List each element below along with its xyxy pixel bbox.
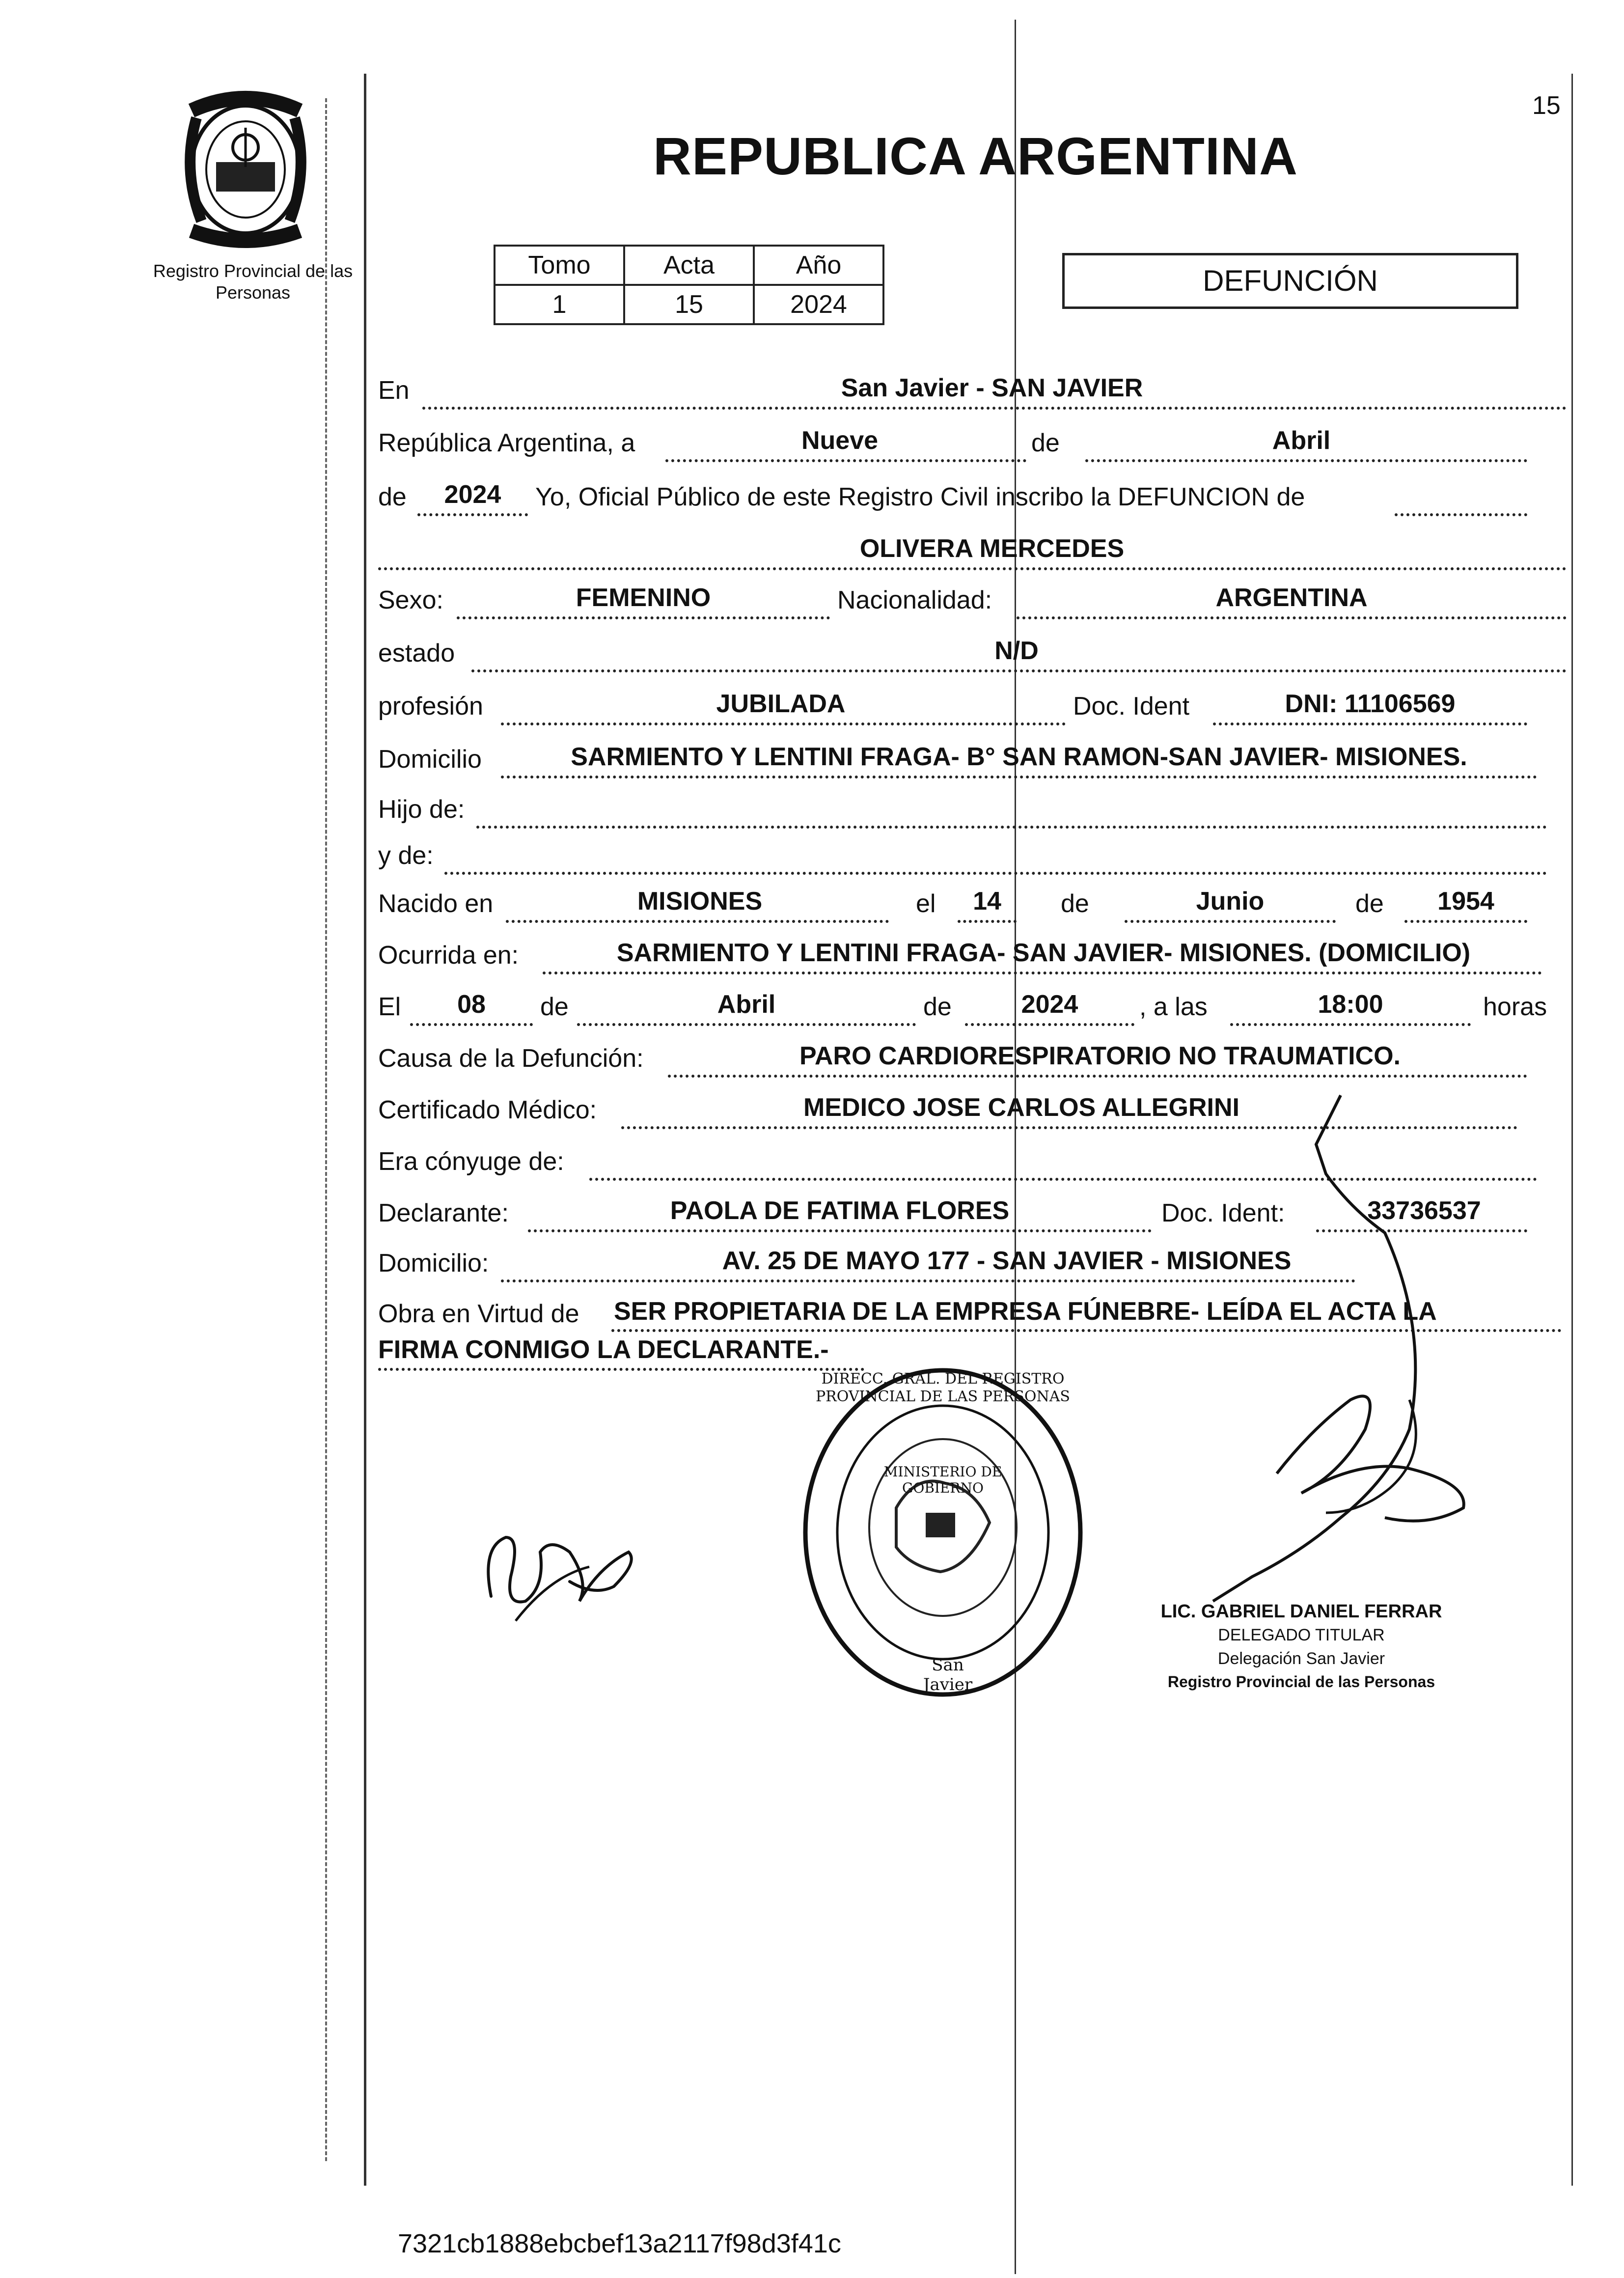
label-obra: Obra en Virtud de [378,1300,579,1328]
label-conyuge: Era cónyuge de: [378,1147,564,1176]
label-en: En [378,376,410,405]
label-de-1: de [1031,429,1060,457]
label-el: el [916,889,936,918]
line-nac-mes [1125,920,1336,923]
table-value-anio: 2024 [754,285,883,324]
seal-outer-text: DIRECC. GRAL. DEL REGISTRO PROVINCIAL DE LAS PERSONAS [816,1370,1070,1405]
value-estado: N/D [994,637,1039,665]
line-y-de [444,872,1547,875]
line-doc-ident [1213,722,1527,725]
label-horas: horas [1483,993,1547,1021]
table-header-acta: Acta [624,246,754,285]
line-def-anio [965,1023,1134,1026]
value-def-anio: 2024 [1021,990,1078,1019]
left-dash-line [325,98,327,2161]
registry-name: Registro Provincial de las Personas [153,261,353,303]
line-declarante [528,1229,1152,1232]
line-domicilio [501,776,1537,778]
label-ocurrida-en: Ocurrida en: [378,941,519,970]
page-title: REPUBLICA ARGENTINA [653,126,1298,186]
line-estado [471,669,1567,672]
line-ocurrida-en [543,972,1542,974]
value-declarante-doc: 33736537 [1367,1196,1481,1225]
value-nac-dia: 14 [973,887,1001,916]
line-hijo-de [476,826,1547,829]
label-domicilio: Domicilio [378,745,482,774]
line-def-hora [1230,1023,1471,1026]
seal-inner-text: MINISTERIO DE GOBIERNO [883,1464,1002,1496]
label-doc-ident-2: Doc. Ident: [1161,1199,1285,1227]
label-declarante: Declarante: [378,1199,509,1227]
label-de-2: de [378,483,407,511]
value-nacionalidad: ARGENTINA [1215,583,1368,612]
label-de-4: de [1355,889,1384,918]
label-de-5: de [540,993,569,1021]
label-hijo-de: Hijo de: [378,795,465,824]
official-title: DELEGADO TITULAR [1218,1626,1385,1644]
value-profesion: JUBILADA [716,690,846,718]
page-number: 15 [1532,91,1561,120]
value-dia-letras: Nueve [801,426,879,455]
line-en [422,407,1567,410]
seal-center-text: San Javier [923,1655,973,1695]
value-nombre: OLIVERA MERCEDES [859,534,1125,563]
value-ocurrida-en: SARMIENTO Y LENTINI FRAGA- SAN JAVIER- MISIONES. (DOMICILIO) [616,939,1471,967]
line-profesion [501,722,1066,725]
label-profesion: profesión [378,692,483,721]
label-republica: República Argentina, a [378,429,635,457]
table-header-tomo: Tomo [495,246,624,285]
table-value-tomo: 1 [495,285,624,324]
line-nac-anio [1404,920,1527,923]
label-domicilio-2: Domicilio: [378,1249,489,1278]
value-doc-ident: DNI: 11106569 [1285,690,1456,718]
value-sexo: FEMENINO [576,583,711,612]
table-value-acta: 15 [624,285,754,324]
value-lugar: San Javier - SAN JAVIER [841,374,1143,402]
value-anio: 2024 [444,480,501,509]
value-mes: Abril [1272,426,1331,455]
value-certificado: MEDICO JOSE CARLOS ALLEGRINI [803,1093,1239,1122]
declarant-signature [471,1508,648,1626]
line-obra-2 [378,1368,864,1371]
line-def-dia [410,1023,533,1026]
value-nac-mes: Junio [1196,887,1265,916]
round-registry-seal [798,1361,1088,1704]
label-sexo: Sexo: [378,586,443,614]
line-sexo [457,616,830,619]
value-obra-line2: FIRMA CONMIGO LA DECLARANTE.- [378,1335,829,1364]
value-declarante: PAOLA DE FATIMA FLORES [670,1196,1010,1225]
value-causa: PARO CARDIORESPIRATORIO NO TRAUMATICO. [799,1042,1401,1070]
table-header-anio: Año [754,246,883,285]
label-estado: estado [378,639,455,667]
record-number-table [494,245,884,325]
line-mes [1085,459,1527,462]
official-signature [1154,1085,1498,1606]
line-nacido-en [506,920,889,923]
value-nac-anio: 1954 [1437,887,1494,916]
label-de-3: de [1061,889,1089,918]
label-doc-ident: Doc. Ident [1073,692,1190,721]
official-registry: Registro Provincial de las Personas [1167,1673,1435,1691]
line-anio [417,513,528,516]
official-name: LIC. GABRIEL DANIEL FERRAR [1160,1601,1442,1622]
label-oficial: Yo, Oficial Público de este Registro Civil inscribo la DEFUNCION de [535,483,1305,511]
label-el-cap: El [378,993,401,1021]
label-y-de: y de: [378,841,434,870]
right-margin-line [1571,74,1573,2186]
value-def-hora: 18:00 [1318,990,1383,1019]
label-certificado: Certificado Médico: [378,1096,597,1124]
value-domicilio: SARMIENTO Y LENTINI FRAGA- B° SAN RAMON-SAN JAVIER- MISIONES. [571,743,1467,771]
center-fold-line [1015,20,1016,2274]
official-office: Delegación San Javier [1217,1649,1385,1668]
document-hash: 7321cb1888ebcbef13a2117f98d3f41c [398,2229,841,2258]
line-causa [668,1075,1527,1078]
line-oficial-end [1395,513,1527,516]
line-dia [665,459,1026,462]
value-def-dia: 08 [457,990,486,1019]
label-de-6: de [923,993,952,1021]
label-nacido-en: Nacido en [378,889,494,918]
line-def-mes [577,1023,916,1026]
line-nombre [378,567,1567,570]
line-nac-dia [958,920,1017,923]
label-nacionalidad: Nacionalidad: [837,586,992,614]
value-nacido-en: MISIONES [637,887,763,916]
value-def-mes: Abril [717,990,776,1019]
label-causa: Causa de la Defunción: [378,1044,644,1073]
left-margin-line [364,74,366,2186]
record-type-box: DEFUNCIÓN [1062,253,1518,309]
value-obra-line1: SER PROPIETARIA DE LA EMPRESA FÚNEBRE- LEÍDA EL ACTA LA [614,1297,1437,1326]
line-nacionalidad [1017,616,1567,619]
label-a-las: , a las [1139,993,1208,1021]
value-declarante-domicilio: AV. 25 DE MAYO 177 - SAN JAVIER - MISIONES [722,1247,1292,1275]
province-seal-logo [162,88,329,250]
